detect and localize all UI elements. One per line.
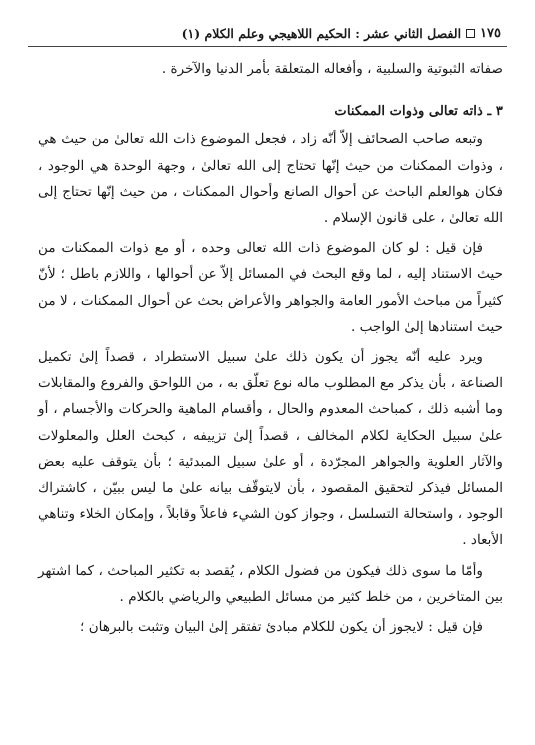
paragraph: وتبعه صاحب الصحائف إلاّ أنّه زاد ، فجعل الموضوع ذات الله تعالىٰ من حيث هي ، وذوات الممكنات من حيث إنّها تحتاج إلى الله تعالىٰ ، وجهة الوحدة هي الوجود ، فكان هوالعلم الباحث عن أحوال الصانع وأحوال الممكنات ، من حيث إنّها تحتاج إلى الله تعالىٰ ، على قانون الإسلام . [38,131,503,227]
paragraph: وأمّا ما سوى ذلك فيكون من فضول الكلام ، يُقصد به تكثير المباحث ، كما اشتهر بين المتاخرين ، من خلط كثير من مسائل الطبيعي والرياضي بالكلام . [38,562,503,605]
paragraph: فإن قيل : لو كان الموضوع ذات الله تعالى وحده ، أو مع ذوات الممكنات من حيث الاستناد إليه ، لما وقع البحث في المسائل إلاّ عن أحوالها ، واللازم باطل ؛ لأنّ كثيراً من مباحث الأمور العامة والجواهر والأعراض بحث عن أحوال الممكنات ، لا من حيث استنادها إلىٰ الواجب . [38,240,503,335]
running-header-title: الفصل الثاني عشر : الحكيم اللاهيجي وعلم الكلام (١) [181,25,462,41]
document-body [38,56,503,640]
page-number: ١٧٥ [480,25,501,41]
paragraph: ويرد عليه أنّه يجوز أن يكون ذلك علىٰ سبيل الاستطراد ، قصداً إلىٰ تكميل الصناعة ، بأن يذكر مع المطلوب ماله نوع تعلّق به ، من اللواحق والفروع والمقابلات وما أشبه ذلك ، كمباحث المعدوم والحال ، وأقسام الماهية والحركات والأجسام ، أو علىٰ سبيل الحكاية لكلام المخالف ، قصداً إلىٰ تزييفه ، كبحث العلل والمعلولات والآثار العلوية والجواهر المجرّدة ، أو علىٰ سبيل المبدئية ؛ بأن يتوقف عليه بعض المسائل فيذكر لتحقيق المقصود ، بأن لايتوقّف بيانه علىٰ ما ليس ببيّن ، كاشتراك الوجود ، واستحالة التسلسل ، وجواز كون الشيء فاعلاً وقابلاً ، وإمكان الخلاء وتناهي الأبعاد . [38,349,503,549]
paragraph-continuation: صفاته الثبوتية والسلبية ، وأفعاله المتعلقة بأمر الدنيا والآخرة . [161,61,503,77]
section-heading: ٣ ـ ذاته تعالى وذوات الممكنات [334,104,503,120]
running-header [28,22,507,44]
separator-square-icon [466,29,475,38]
header-rule [28,46,507,47]
paragraph: فإن قيل : لايجوز أن يكون للكلام مبادئ تفتقر إلىٰ البيان وتثبت بالبرهان ؛ [80,619,483,636]
